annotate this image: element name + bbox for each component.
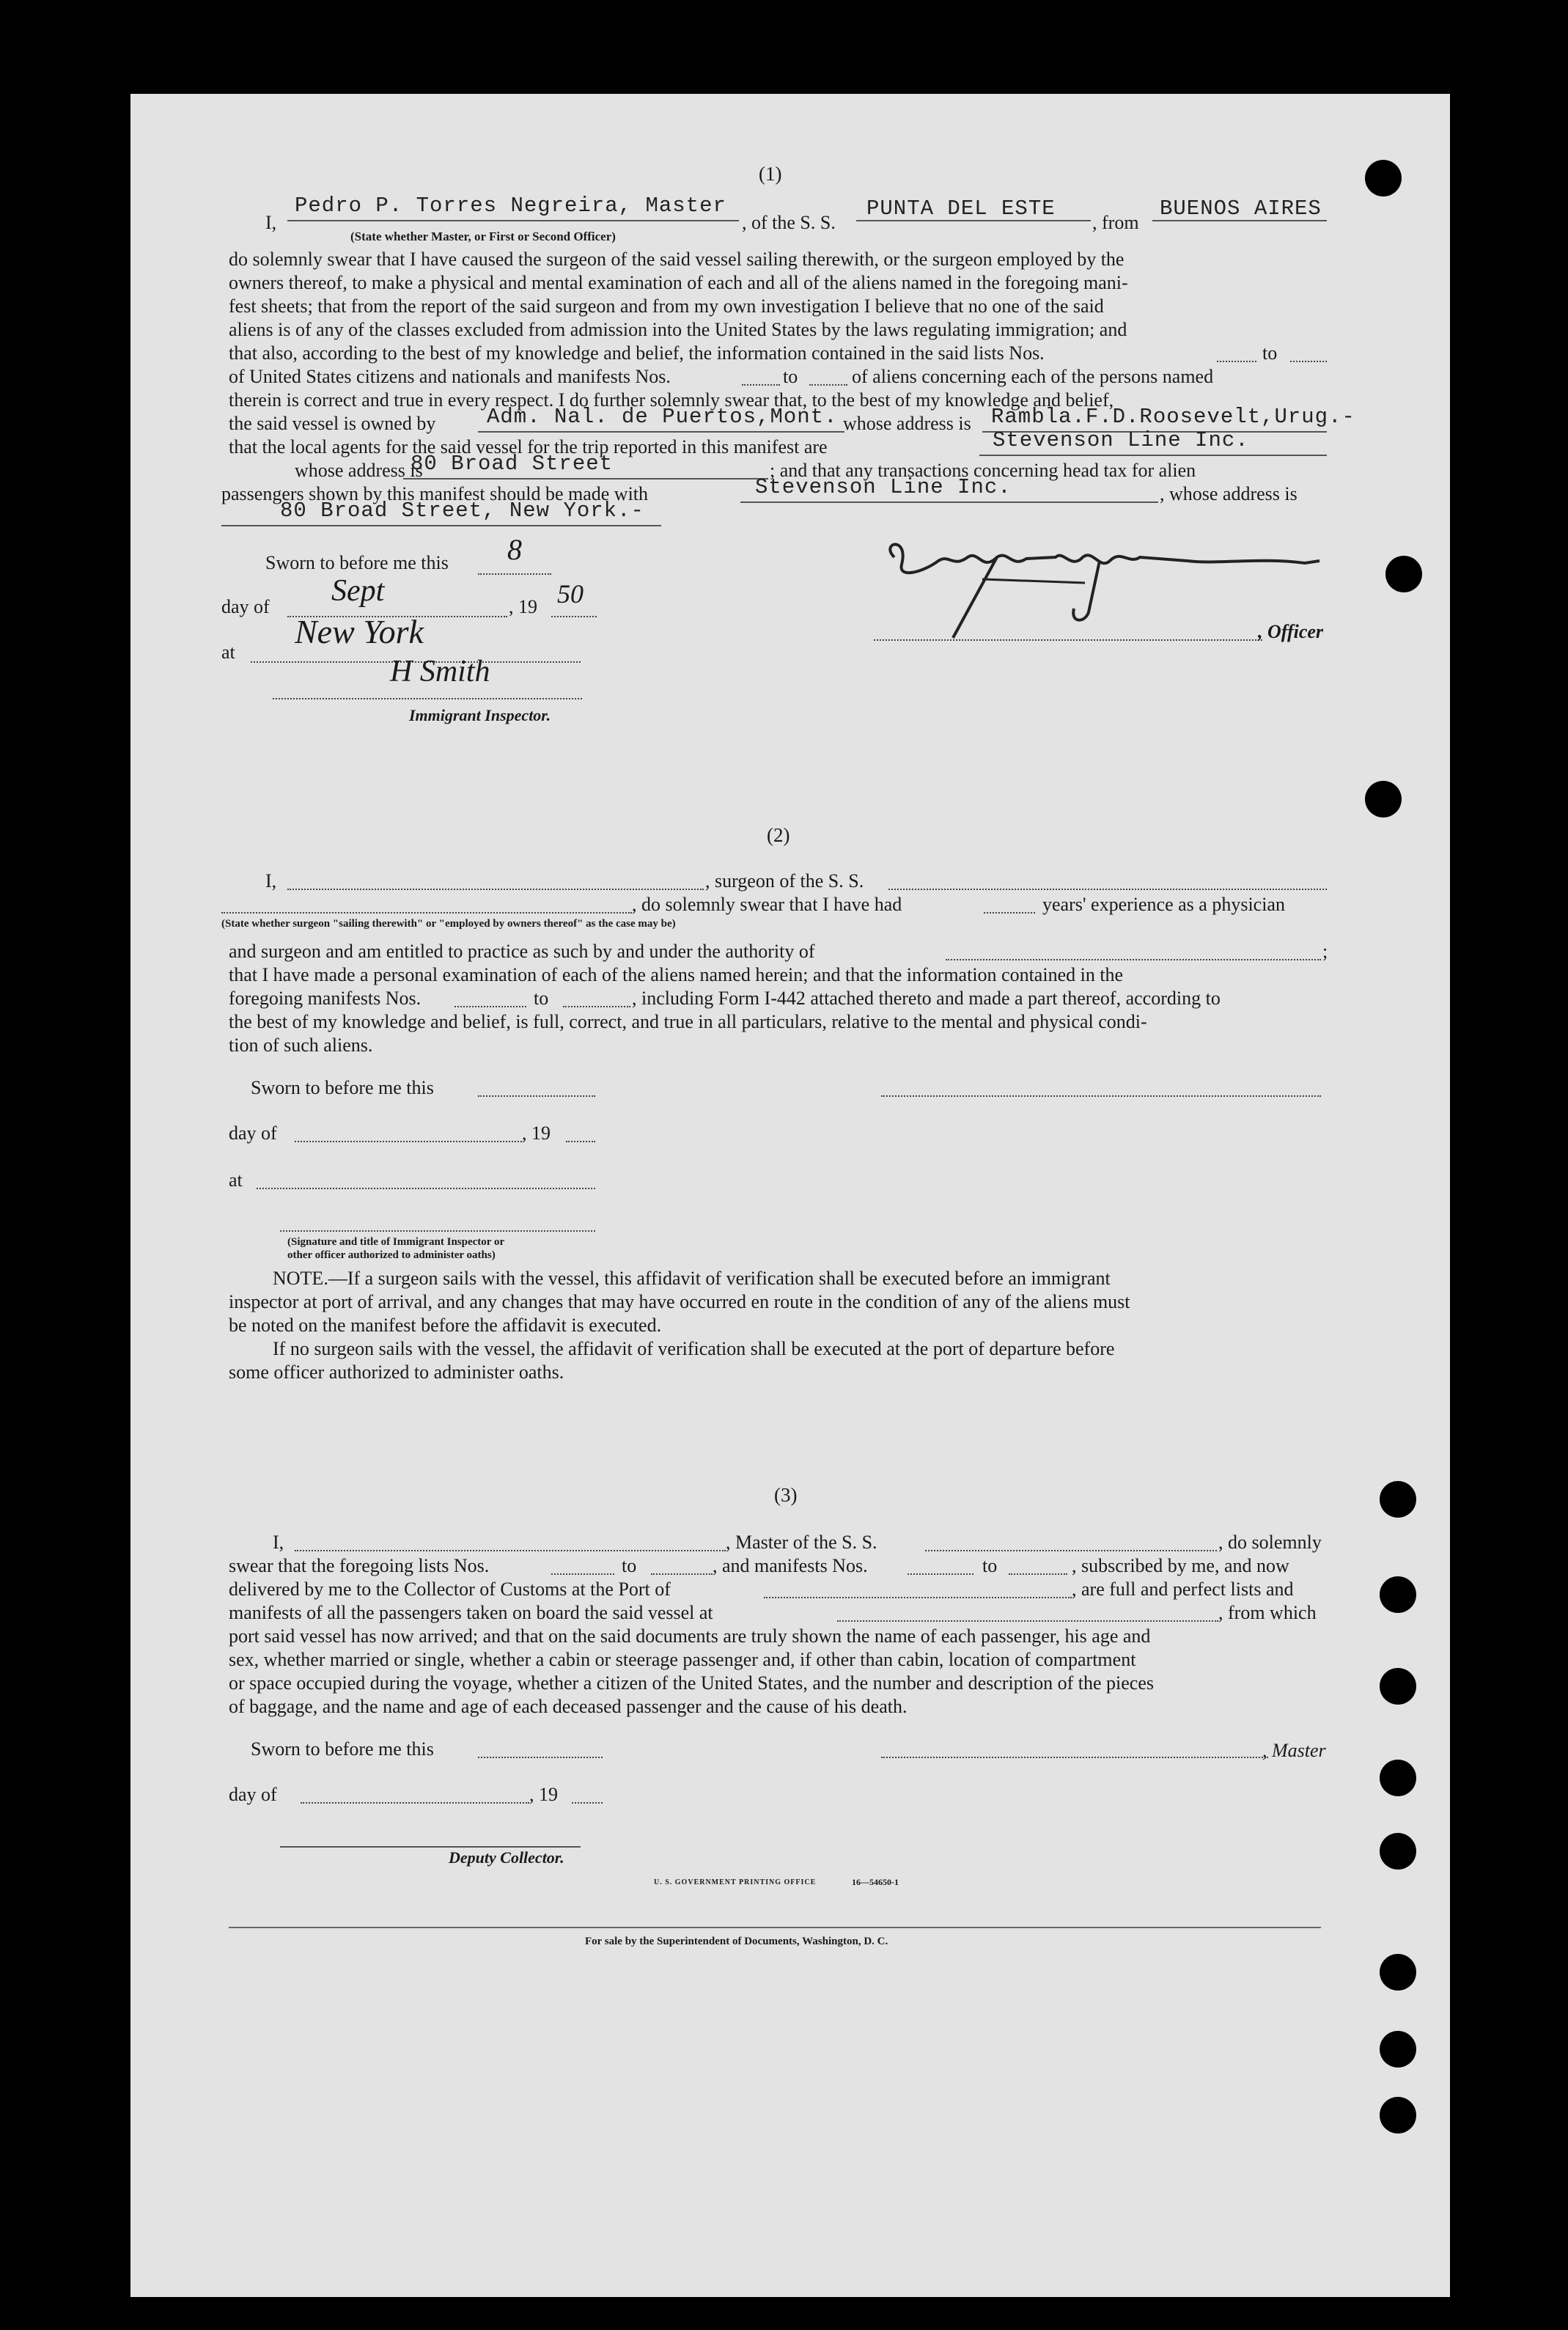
agents-address: 80 Broad Street: [411, 452, 614, 476]
blank-field: [295, 1550, 726, 1551]
section-number: (3): [774, 1484, 798, 1506]
day-of-label: day of: [221, 596, 270, 617]
to-label: to: [534, 988, 549, 1009]
manifests-line: manifests of all the passengers taken on board the said vessel at: [229, 1602, 713, 1623]
aliens-concerning: of aliens concerning each of the persons named: [852, 366, 1214, 387]
from-label: , from: [1092, 212, 1139, 233]
tax-agent-line: [740, 501, 1158, 503]
owner-line: [478, 431, 844, 433]
sworn-day: 8: [507, 533, 522, 566]
sig-note: (Signature and title of Immigrant Inspector or: [287, 1236, 505, 1248]
owned-by-label: the said vessel is owned by: [229, 413, 436, 434]
body-line: do solemnly swear that I have caused the surgeon of the said vessel sailing therewith, or the surgeon employed by the: [229, 249, 1125, 270]
officer-signature-line: [874, 639, 1262, 641]
blank-field: [651, 1573, 713, 1575]
form-code: 16—54650-1: [852, 1877, 899, 1887]
blank-field: [1217, 361, 1256, 362]
blank-field: [478, 573, 551, 575]
blank-field: [984, 912, 1035, 914]
punch-hole: [1380, 1954, 1416, 1991]
authority-end: ;: [1322, 941, 1328, 962]
agents-address-label: whose address is: [295, 460, 423, 481]
punch-hole: [1380, 1833, 1416, 1870]
whose-address-label: whose address is: [843, 413, 971, 434]
tax-agent: Stevenson Line Inc.: [755, 475, 1012, 499]
tax-address: 80 Broad Street, New York.-: [280, 499, 644, 523]
full-perfect: , are full and perfect lists and: [1072, 1579, 1294, 1600]
day-of-label: day of: [229, 1784, 277, 1805]
owner-address: Rambla.F.D.Roosevelt,Urug.-: [991, 405, 1355, 429]
note-para: NOTE.—If a surgeon sails with the vessel, this affidavit of verification shall be executed before an immigrant: [273, 1268, 1111, 1289]
body-line: of baggage, and the name and age of each deceased passenger and the cause of his death.: [229, 1696, 908, 1717]
body-line: aliens is of any of the classes excluded from admission into the United States by the laws regulating immigration; and: [229, 319, 1127, 340]
month: Sept: [331, 574, 385, 608]
form-label: , including Form I-442 attached thereto and made a part thereof, according to: [632, 988, 1221, 1009]
swear-label: , do solemnly swear that I have had: [632, 894, 902, 915]
blank-field: [563, 1006, 630, 1007]
punch-hole: [1380, 1576, 1416, 1613]
blank-field: [551, 1573, 614, 1575]
deputy-label: Deputy Collector.: [449, 1848, 564, 1867]
body-line: the best of my knowledge and belief, is full, correct, and true in all particulars, relative to the mental and physical condi-: [229, 1011, 1147, 1032]
inspector-signature: H Smith: [390, 655, 490, 688]
agents-address-line: [403, 478, 768, 479]
blank-field: [273, 698, 582, 699]
day-of-label: day of: [229, 1122, 277, 1144]
sworn-label: Sworn to before me this: [265, 552, 449, 573]
master-note: (State whether Master, or First or Second Officer): [350, 229, 616, 243]
head-tax-text: ; and that any transactions concerning head tax for alien: [770, 460, 1196, 481]
surgeon-note: (State whether surgeon "sailing therewith" or "employed by owners thereof" as the case may be): [221, 918, 676, 930]
i-label: I,: [265, 870, 277, 892]
year-prefix: , 19: [522, 1122, 551, 1144]
blank-field: [742, 384, 780, 386]
punch-hole: [1380, 1760, 1416, 1796]
gpo-label: U. S. GOVERNMENT PRINTING OFFICE: [654, 1878, 817, 1886]
blank-field: [1009, 1573, 1067, 1575]
blank-field: [551, 616, 597, 617]
whose-address-end: , whose address is: [1160, 483, 1298, 504]
body-line: or space occupied during the voyage, whether a citizen of the United States, and the number and description of the pieces: [229, 1672, 1155, 1694]
note-para: be noted on the manifest before the affidavit is executed.: [229, 1315, 662, 1336]
port-line: [1152, 220, 1327, 221]
body-line: owners thereof, to make a physical and mental examination of each and all of the aliens named in the foregoing mani-: [229, 272, 1128, 293]
body-line: that I have made a personal examination of each of the aliens named herein; and that the information contained in the: [229, 964, 1124, 985]
note-para: some officer authorized to administer oaths.: [229, 1361, 564, 1383]
body-line: of United States citizens and nationals and manifests Nos.: [229, 366, 671, 387]
vessel-owner: Adm. Nal. de Puertos,Mont.: [487, 405, 838, 429]
blank-field: [908, 1573, 973, 1575]
lists-label: swear that the foregoing lists Nos.: [229, 1555, 490, 1576]
collector-label: delivered by me to the Collector of Customs at the Port of: [229, 1579, 671, 1600]
to-label: to: [982, 1555, 998, 1576]
blank-field: [295, 1141, 522, 1142]
body-line: therein is correct and true in every respect. I do further solemnly swear that, to the best of my knowledge and belief,: [229, 389, 1114, 411]
blank-field: [572, 1802, 603, 1804]
do-solemnly: , do solemnly: [1218, 1532, 1322, 1553]
blank-field: [1290, 361, 1327, 362]
blank-field: [257, 1188, 595, 1189]
manifests-label: foregoing manifests Nos.: [229, 988, 422, 1009]
blank-field: [301, 1802, 529, 1804]
footer-rule: [229, 1927, 1321, 1928]
blank-field: [925, 1550, 1217, 1551]
at-label: at: [221, 642, 235, 663]
subscribed-label: , subscribed by me, and now: [1072, 1555, 1289, 1576]
sale-note: For sale by the Superintendent of Documents, Washington, D. C.: [585, 1936, 888, 1947]
punch-hole: [1365, 160, 1402, 196]
intro-i: I,: [265, 212, 277, 233]
inspector-label: Immigrant Inspector.: [409, 706, 551, 724]
authority-line: and surgeon and am entitled to practice as such by and under the authority of: [229, 941, 815, 962]
punch-hole: [1385, 556, 1422, 592]
blank-field: [221, 912, 632, 914]
blank-field: [809, 384, 847, 386]
at-label: at: [229, 1169, 243, 1191]
to-label: to: [783, 366, 798, 387]
master-label: , Master: [1262, 1740, 1326, 1761]
body-line: tion of such aliens.: [229, 1034, 373, 1056]
punch-hole: [1365, 781, 1402, 817]
to-label: to: [622, 1555, 637, 1576]
place: New York: [295, 613, 424, 650]
blank-field: [478, 1757, 603, 1758]
blank-field: [764, 1597, 1072, 1598]
body-line: that also, according to the best of my knowledge and belief, the information contained in the said lists Nos.: [229, 342, 1045, 364]
year-prefix: , 19: [529, 1784, 558, 1805]
master-line: [287, 220, 739, 221]
section-number: (1): [759, 163, 782, 185]
years-label: years' experience as a physician: [1042, 894, 1285, 915]
sworn-label: Sworn to before me this: [251, 1077, 434, 1098]
master-signature-field: [881, 1757, 1268, 1758]
from-which: , from which: [1218, 1602, 1317, 1623]
blank-field: [566, 1141, 595, 1142]
punch-hole: [1380, 1481, 1416, 1518]
punch-hole: [1380, 1668, 1416, 1705]
body-line: port said vessel has now arrived; and that on the said documents are truly shown the name of each passenger, his age and: [229, 1625, 1151, 1647]
master-of-label: , Master of the S. S.: [726, 1532, 877, 1553]
blank-field: [478, 1095, 595, 1097]
to-label: to: [1262, 342, 1278, 364]
blank-field: [946, 959, 1321, 960]
note-para: inspector at port of arrival, and any changes that may have occurred en route in the condition of any of the aliens must: [229, 1291, 1130, 1312]
blank-field: [287, 889, 704, 890]
body-line: fest sheets; that from the report of the said surgeon and from my own investigation I believe that no one of the said: [229, 295, 1104, 317]
local-agents: Stevenson Line Inc.: [993, 428, 1249, 452]
agents-line: [979, 455, 1327, 456]
blank-field: [454, 1006, 526, 1007]
passengers-label: passengers shown by this manifest should be made with: [221, 483, 649, 504]
port-name: BUENOS AIRES: [1160, 196, 1322, 221]
surgeon-of-label: , surgeon of the S. S.: [705, 870, 864, 892]
officer-label: , Officer: [1258, 621, 1324, 642]
ship-name: PUNTA DEL ESTE: [866, 196, 1056, 221]
signature-field: [881, 1095, 1321, 1097]
agents-label: that the local agents for the said vessel for the trip reported in this manifest are: [229, 436, 828, 457]
note-para: If no surgeon sails with the vessel, the affidavit of verification shall be executed at the port of departure before: [273, 1338, 1115, 1359]
of-ss-label: , of the S. S.: [742, 212, 836, 233]
section-number: (2): [767, 824, 790, 846]
punch-hole: [1380, 2031, 1416, 2068]
year-prefix: , 19: [509, 596, 537, 617]
i-label: I,: [273, 1532, 284, 1553]
blank-field: [888, 889, 1327, 890]
master-name: Pedro P. Torres Negreira, Master: [295, 194, 726, 218]
punch-hole: [1380, 2097, 1416, 2134]
inspector-signature-field: [280, 1230, 595, 1232]
tax-address-line: [221, 525, 661, 526]
body-line: sex, whether married or single, whether a cabin or steerage passenger and, if other than cabin, location of compartment: [229, 1649, 1136, 1670]
sig-note: other officer authorized to administer oaths): [287, 1249, 496, 1261]
ship-line: [856, 220, 1091, 221]
manifests-label: , and manifests Nos.: [713, 1555, 868, 1576]
blank-field: [837, 1620, 1218, 1622]
sworn-label: Sworn to before me this: [251, 1738, 434, 1760]
year: 50: [557, 579, 584, 609]
